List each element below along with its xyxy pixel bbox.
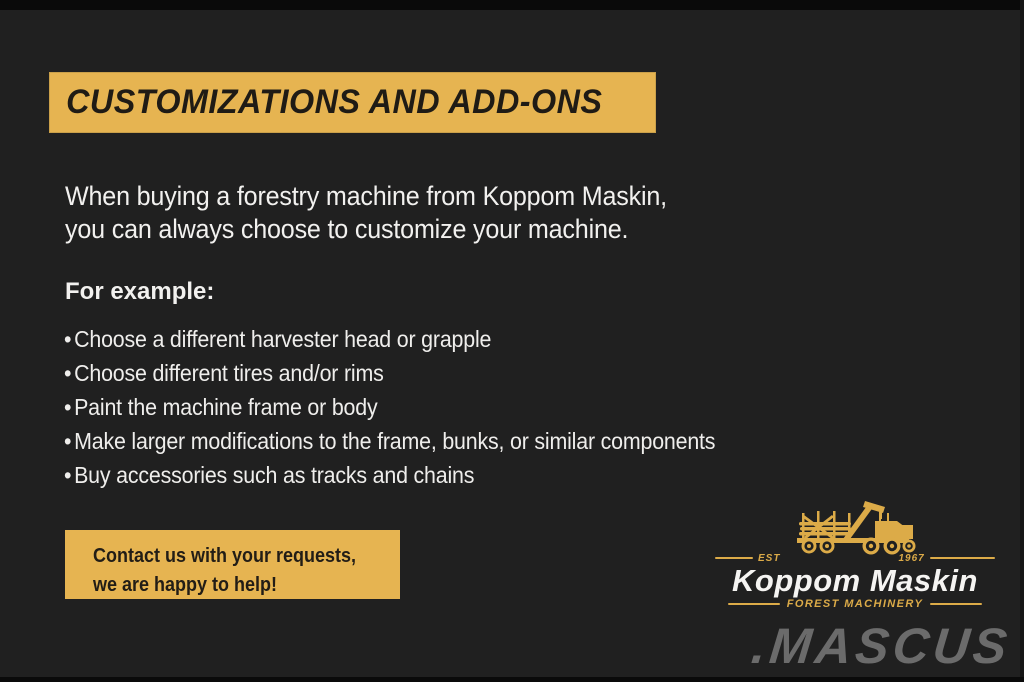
koppom-maskin-logo	[715, 497, 995, 615]
list-item-text: Make larger modifications to the frame, bunks, or similar components	[74, 428, 716, 454]
intro-line-2: you can always choose to customize your machine.	[65, 214, 629, 244]
logo-tagline: FOREST MACHINERY	[786, 598, 924, 610]
bullet-icon: •	[64, 428, 72, 454]
intro-line-1: When buying a forestry machine from Koppom Maskin,	[65, 181, 667, 211]
page-title: CUSTOMIZATIONS AND ADD-ONS	[66, 83, 603, 121]
top-border-strip	[0, 0, 1024, 10]
list-item	[64, 356, 715, 390]
bullet-icon: •	[64, 360, 72, 386]
intro-paragraph	[65, 180, 667, 246]
list-item-text: Choose a different harvester head or grapple	[74, 326, 492, 352]
right-border-strip	[1020, 0, 1024, 682]
list-item	[64, 458, 715, 492]
forestry-forwarder-icon	[793, 497, 919, 557]
logo-divider-line	[715, 557, 753, 559]
logo-est-label: EST	[758, 552, 781, 564]
examples-heading: For example:	[65, 278, 215, 305]
list-item	[64, 322, 715, 356]
examples-list	[64, 322, 715, 492]
bullet-icon: •	[64, 462, 72, 488]
logo-tagline-row	[715, 598, 995, 610]
title-banner	[49, 72, 656, 133]
contact-line-2: we are happy to help!	[93, 574, 278, 596]
list-item	[64, 424, 715, 458]
bottom-border-strip	[0, 677, 1024, 682]
list-item-text: Paint the machine frame or body	[74, 394, 378, 420]
logo-divider-line	[728, 603, 780, 605]
contact-line-1: Contact us with your requests,	[93, 545, 357, 567]
contact-callout-box	[65, 530, 400, 599]
logo-divider-line	[930, 603, 982, 605]
bullet-icon: •	[64, 394, 72, 420]
bullet-icon: •	[64, 326, 72, 352]
mascus-watermark-logo: .MASCUS	[749, 618, 1014, 674]
logo-divider-line	[930, 557, 995, 559]
list-item-text: Choose different tires and/or rims	[74, 360, 384, 386]
logo-brand-name: Koppom Maskin	[732, 563, 978, 598]
list-item	[64, 390, 715, 424]
contact-text	[93, 542, 369, 600]
logo-year: 1967	[898, 552, 925, 564]
list-item-text: Buy accessories such as tracks and chains	[74, 462, 475, 488]
